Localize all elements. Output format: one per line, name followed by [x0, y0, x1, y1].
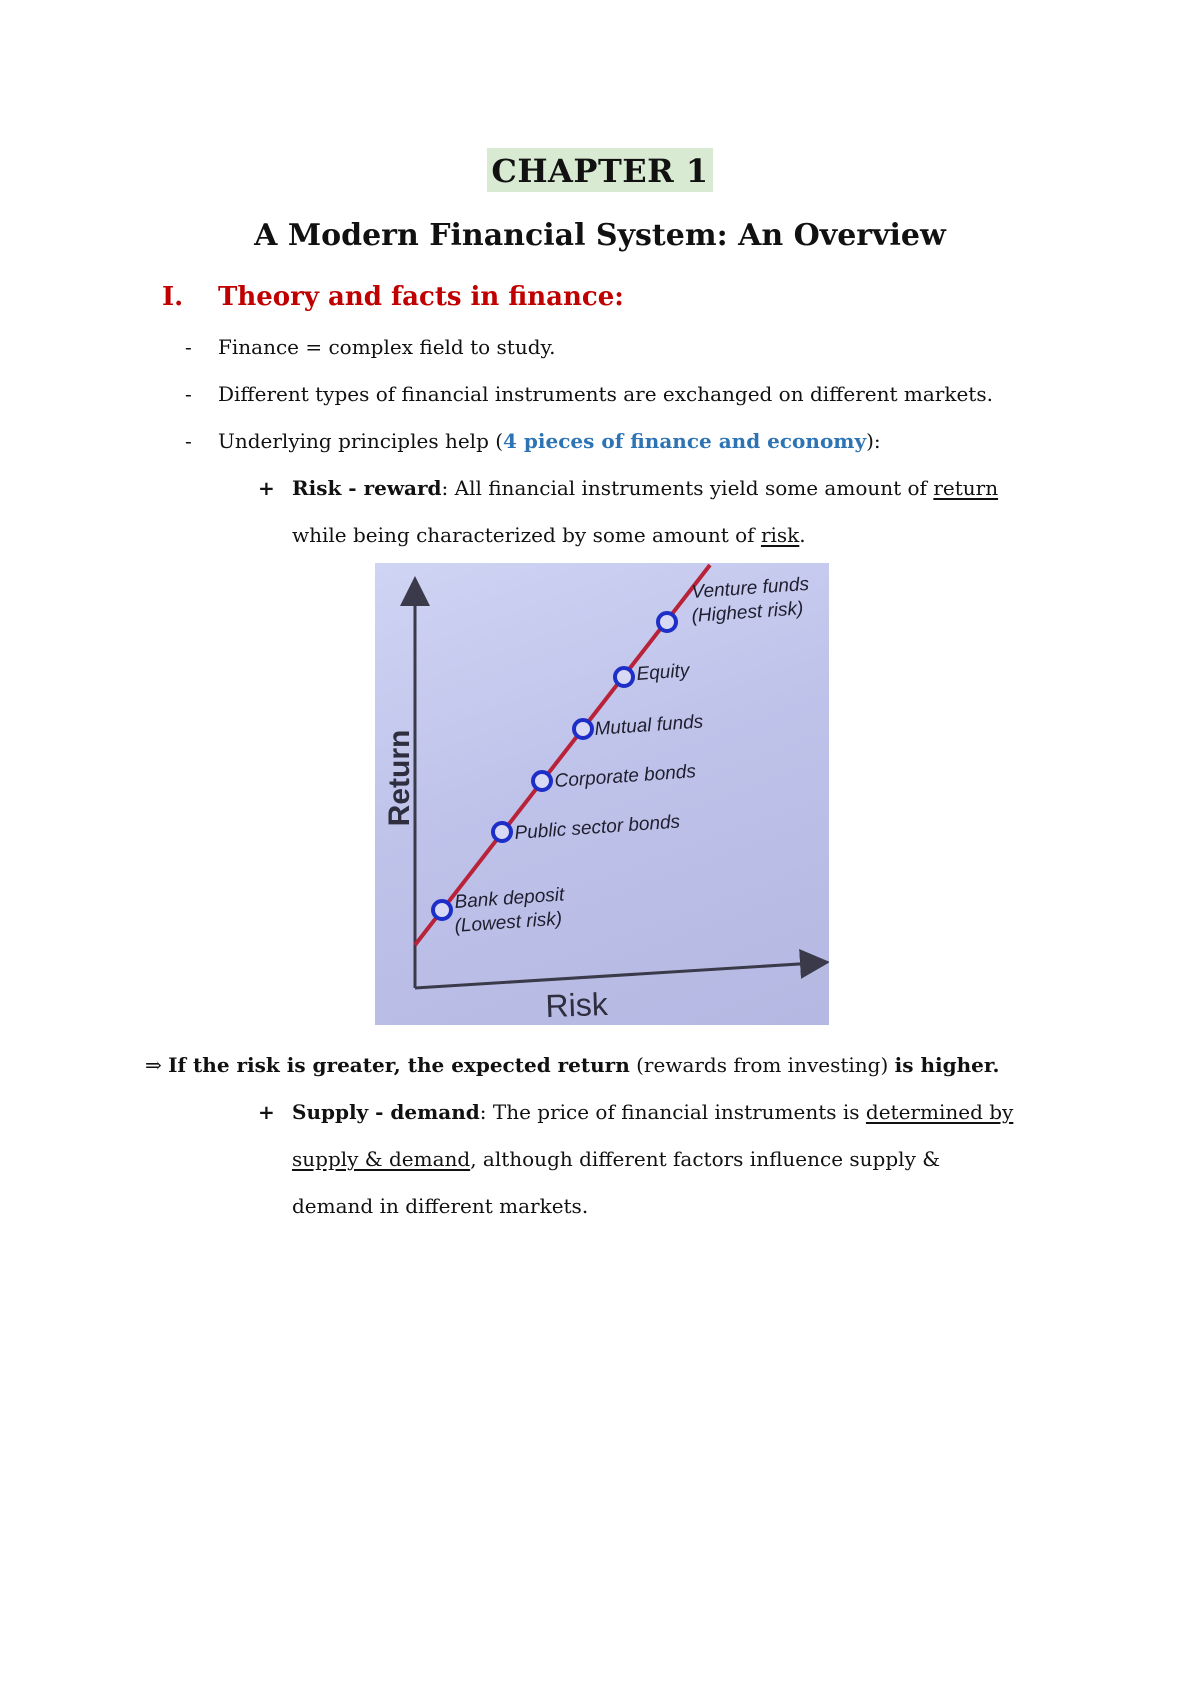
point-marker — [615, 668, 633, 686]
risk-reward-line2 — [292, 523, 806, 547]
chapter-label: CHAPTER 1 — [487, 148, 712, 192]
supply-demand-term: Supply - demand — [292, 1100, 480, 1124]
bullet-text: Finance = complex field to study. — [218, 335, 556, 359]
point-marker — [493, 823, 511, 841]
point-label: (Highest risk) — [690, 598, 804, 627]
point-label: Mutual funds — [593, 711, 704, 740]
risk-reward-term: Risk - reward — [292, 476, 442, 500]
conclusion-bold: If the risk is greater, the expected return — [168, 1053, 630, 1077]
bullet-dash: - — [185, 382, 192, 406]
section-heading — [162, 282, 624, 312]
conclusion-bold-end: is higher. — [894, 1053, 1000, 1077]
section-number: I. — [162, 282, 184, 312]
point-label: Equity — [635, 660, 691, 685]
supply-demand-line1 — [292, 1100, 1013, 1124]
conclusion-normal: (rewards from investing) — [629, 1053, 895, 1077]
risk-reward-period: . — [799, 523, 806, 547]
bullet-dash: - — [185, 335, 192, 359]
return-underlined: return — [933, 476, 999, 500]
risk-return-figure — [375, 563, 829, 1025]
plus-marker: + — [258, 476, 275, 500]
points-layer — [433, 574, 810, 937]
bullet-text-pre: Underlying principles help ( — [218, 429, 504, 453]
point-label: Corporate bonds — [553, 761, 697, 792]
chapter-label-wrapper — [0, 148, 1200, 192]
point-label: Venture funds — [690, 573, 810, 603]
bullet-text-post: ): — [866, 429, 881, 453]
x-axis-label: Risk — [544, 985, 609, 1025]
risk-underlined: risk — [760, 523, 800, 547]
bullet-highlight: 4 pieces of finance and economy — [503, 429, 867, 453]
risk-reward-text-2: while being characterized by some amount of — [292, 523, 761, 547]
risk-return-diagram — [375, 563, 829, 1025]
section-heading-text: Theory and facts in finance: — [218, 282, 624, 312]
supply-demand-line2 — [292, 1147, 940, 1171]
page-title: A Modern Financial System: An Overview — [254, 218, 946, 253]
supply-demand-text: : The price of financial instruments is — [479, 1100, 866, 1124]
point-marker — [658, 613, 676, 631]
bullet-text: Different types of financial instruments are exchanged on different markets. — [218, 382, 993, 406]
point-label: (Lowest risk) — [453, 908, 563, 937]
point-marker — [433, 901, 451, 919]
point-marker — [533, 772, 551, 790]
risk-reward-line1 — [292, 476, 998, 500]
determined-by-underlined: determined by — [865, 1100, 1014, 1124]
supply-demand-text-2: , although different factors influence supply & — [470, 1147, 941, 1171]
point-marker — [574, 720, 592, 738]
supply-demand-line3: demand in different markets. — [292, 1194, 589, 1218]
conclusion-line — [145, 1053, 1000, 1077]
bullet-text — [218, 429, 881, 453]
supply-demand-underlined: supply & demand — [292, 1147, 471, 1171]
plus-marker: + — [258, 1100, 275, 1124]
x-axis — [415, 963, 815, 988]
point-label: Public sector bonds — [513, 811, 681, 844]
y-axis-label: Return — [383, 729, 416, 827]
bullet-dash: - — [185, 429, 192, 453]
risk-reward-text: : All financial instruments yield some amount of — [441, 476, 934, 500]
implies-arrow: ⇒ — [145, 1053, 162, 1077]
point-label: Bank deposit — [453, 884, 565, 913]
